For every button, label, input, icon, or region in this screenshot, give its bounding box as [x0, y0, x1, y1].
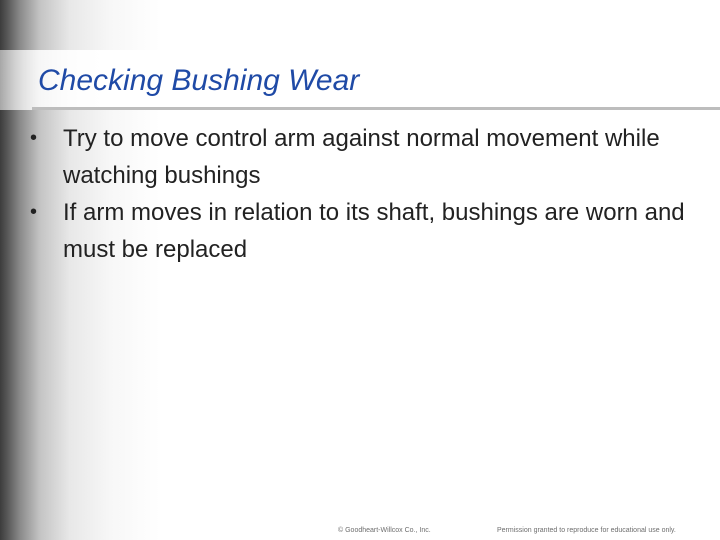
bullet-text: If arm moves in relation to its shaft, bushings are worn and must be replaced [63, 199, 685, 263]
bullet-text: Try to move control arm against normal movement while watching bushings [63, 125, 660, 189]
bullet-item [30, 120, 710, 194]
bullet-marker-icon: • [30, 201, 38, 223]
bullet-marker-icon: • [30, 127, 38, 149]
bullet-item [30, 194, 710, 268]
slide-title: Checking Bushing Wear [38, 64, 360, 97]
bullet-list [30, 120, 710, 268]
footer-copyright: © Goodheart-Willcox Co., Inc. [338, 527, 431, 534]
footer-permission: Permission granted to reproduce for educational use only. [497, 527, 676, 534]
title-divider [32, 107, 720, 110]
